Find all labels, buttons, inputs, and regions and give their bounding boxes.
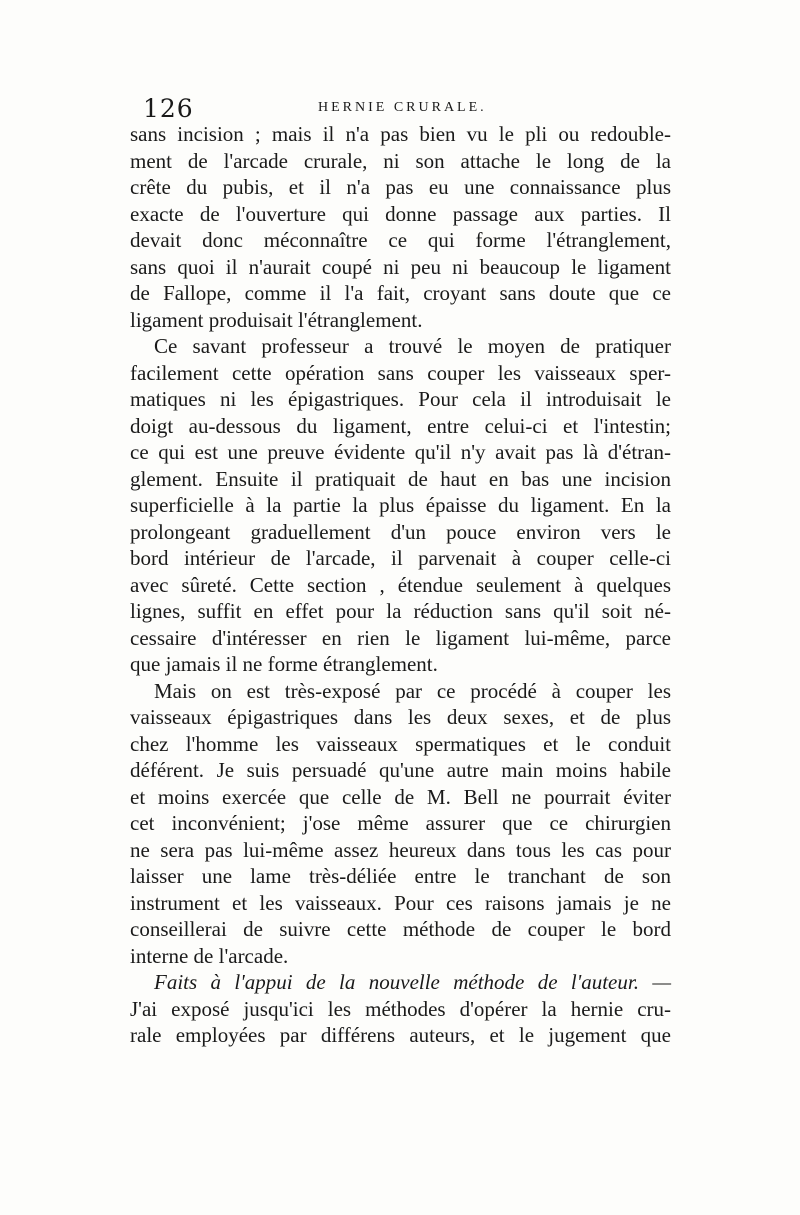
text-line: superficielle à la partie la plus épaisse du ligament. En la bbox=[130, 493, 671, 517]
text-line: prolongeant graduellement d'un pouce environ vers le bbox=[130, 519, 671, 544]
page-number: 126 bbox=[143, 94, 194, 123]
text-line: que jamais il ne forme étranglement. bbox=[130, 652, 438, 676]
text-line: doigt au-dessous du ligament, entre celui-ci et l'intestin; bbox=[130, 413, 671, 438]
text-line: ce qui est une preuve évidente qu'il n'y avait pas là d'étran- bbox=[130, 440, 671, 464]
text-line: crête du pubis, et il n'a pas eu une connaissance plus bbox=[130, 175, 671, 199]
text-line: instrument et les vaisseaux. Pour ces raisons jamais je ne bbox=[130, 890, 671, 915]
text-line: ment de l'arcade crurale, ni son attache le long de la bbox=[130, 148, 671, 173]
text-line: laisser une lame très-déliée entre le tranchant de son bbox=[130, 864, 671, 888]
text-line: conseillerai de suivre cette méthode de couper le bord bbox=[130, 917, 671, 941]
text-line: avec sûreté. Cette section , étendue seulement à quelques bbox=[130, 572, 671, 597]
body-text bbox=[130, 121, 671, 1049]
text-line: lignes, suffit en effet pour la réduction sans qu'il soit né- bbox=[130, 599, 671, 623]
paragraph-start: Mais on est très-exposé par ce procédé à couper les bbox=[154, 678, 671, 703]
page-header bbox=[143, 94, 671, 124]
paragraph-start: Ce savant professeur a trouvé le moyen de pratiquer bbox=[154, 334, 671, 358]
text-line: cet inconvénient; j'ose même assurer que ce chirurgien bbox=[130, 811, 671, 835]
text-line: interne de l'arcade. bbox=[130, 943, 289, 968]
text-line: sans incision ; mais il n'a pas bien vu le pli ou redouble- bbox=[130, 122, 671, 146]
text-line: et moins exercée que celle de M. Bell ne pourrait éviter bbox=[130, 784, 671, 809]
text-line: devait donc méconnaître ce qui forme l'étranglement, bbox=[130, 228, 671, 252]
text-line: glement. Ensuite il pratiquait de haut en bas une incision bbox=[130, 466, 671, 491]
section-heading: Faits à l'appui de la nouvelle méthode de l'auteur. — bbox=[154, 970, 671, 994]
text-line: de Fallope, comme il l'a fait, croyant sans doute que ce bbox=[130, 281, 671, 305]
text-line: chez l'homme les vaisseaux spermatiques et le conduit bbox=[130, 731, 671, 756]
text-line: déférent. Je suis persuadé qu'une autre main moins habile bbox=[130, 758, 671, 782]
running-title: HERNIE CRURALE. bbox=[318, 100, 487, 115]
text-line: ne sera pas lui-même assez heureux dans tous les cas pour bbox=[130, 837, 671, 862]
text-line: sans quoi il n'aurait coupé ni peu ni beaucoup le ligament bbox=[130, 254, 671, 279]
text-line: cessaire d'intéresser en rien le ligament lui-même, parce bbox=[130, 625, 671, 650]
text-line: vaisseaux épigastriques dans les deux sexes, et de plus bbox=[130, 705, 671, 729]
text-line: facilement cette opération sans couper les vaisseaux sper- bbox=[130, 360, 671, 385]
text-line: rale employées par différens auteurs, et le jugement que bbox=[130, 1023, 671, 1047]
text-line: exacte de l'ouverture qui donne passage aux parties. Il bbox=[130, 201, 671, 226]
text-line: bord intérieur de l'arcade, il parvenait à couper celle-ci bbox=[130, 546, 671, 570]
text-line: J'ai exposé jusqu'ici les méthodes d'opérer la hernie cru- bbox=[130, 996, 671, 1021]
text-line: ligament produisait l'étranglement. bbox=[130, 307, 423, 332]
text-line: matiques ni les épigastriques. Pour cela il introduisait le bbox=[130, 387, 671, 411]
